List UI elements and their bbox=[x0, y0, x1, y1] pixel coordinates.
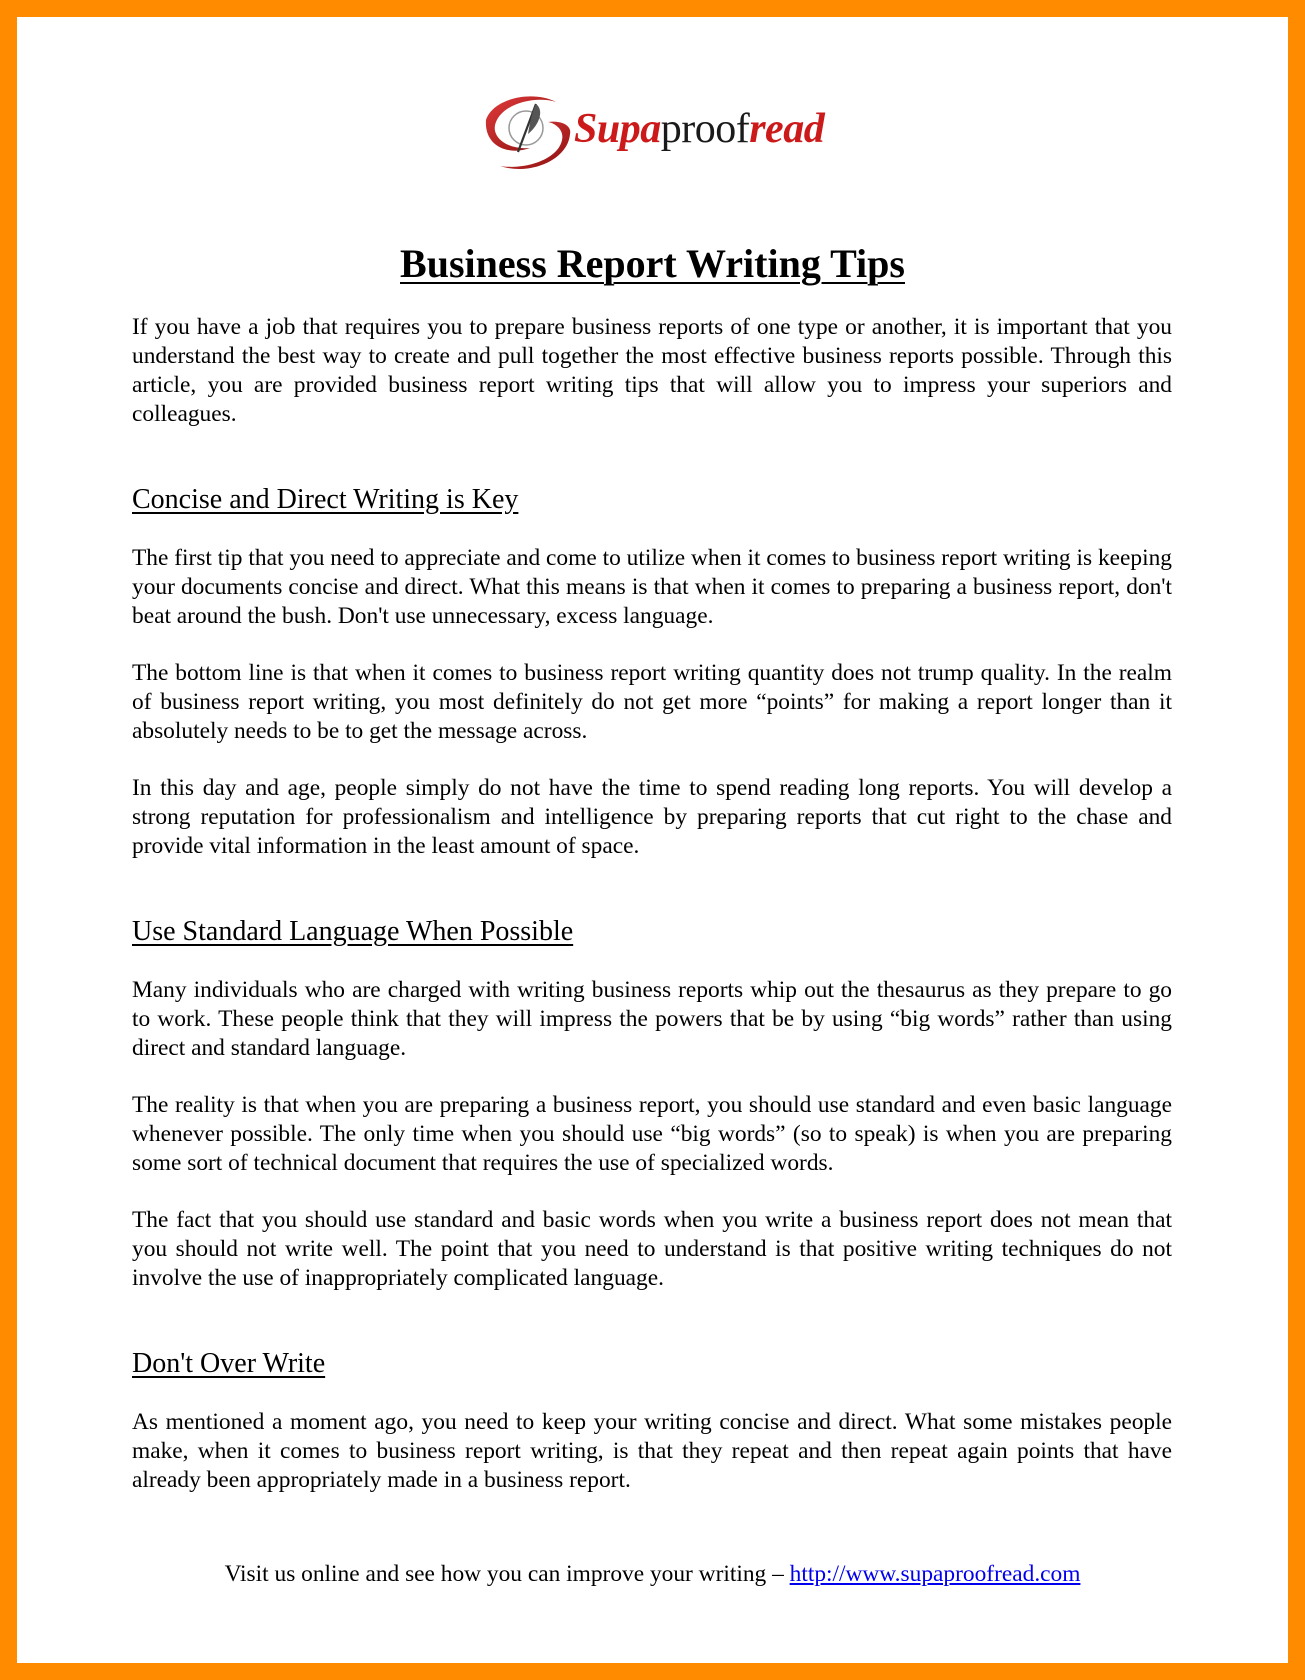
brand-wordmark-part: proof bbox=[660, 106, 750, 152]
body-paragraph: The first tip that you need to appreciate and come to utilize when it comes to business report writing is keeping your documents concise and direct. What this means is that when it comes to preparing a business report, don't beat around the bush. Don't use unnecessary, excess language. bbox=[132, 545, 1172, 629]
brand-wordmark-part: Supa bbox=[574, 106, 661, 152]
body-paragraph: The bottom line is that when it comes to business report writing quantity does not trump quality. In the realm of business report writing, you most definitely do not get more “points” for making a report longer than it absolutely needs to be to get the message across. bbox=[132, 660, 1172, 744]
body-paragraph: The reality is that when you are preparing a business report, you should use standard and even basic language whenever possible. The only time when you should use “big words” (so to speak) is when you are preparing some sort of technical document that requires the use of specialized words. bbox=[132, 1092, 1172, 1176]
section-heading: Don't Over Write bbox=[132, 1348, 326, 1379]
brand-wordmark-part: read bbox=[749, 106, 825, 152]
brand-logo bbox=[478, 90, 838, 180]
body-paragraph: Many individuals who are charged with writing business reports whip out the thesaurus as they prepare to go to work. These people think that they will impress the powers that be by using “big words” rather than using direct and standard language. bbox=[132, 977, 1172, 1061]
body-paragraph: As mentioned a moment ago, you need to keep your writing concise and direct. What some mistakes people make, when it comes to business report writing, is that they repeat and then repeat again points that have already been appropriately made in a business report. bbox=[132, 1409, 1172, 1493]
body-paragraph: The fact that you should use standard and basic words when you write a business report does not mean that you should not write well. The point that you need to understand is that positive writing techniques do not involve the use of inappropriately complicated language. bbox=[132, 1207, 1172, 1291]
section-heading: Use Standard Language When Possible bbox=[132, 916, 574, 947]
footer-text: Visit us online and see how you can improve your writing – bbox=[224, 1561, 790, 1587]
body-paragraph: In this day and age, people simply do not have the time to spend reading long reports. You will develop a strong reputation for professionalism and intelligence by preparing reports that cut right to the chase and provide vital information in the least amount of space. bbox=[132, 775, 1172, 859]
brand-wordmark bbox=[574, 108, 824, 150]
footer bbox=[0, 1560, 1305, 1589]
quill-swoosh-icon bbox=[478, 90, 578, 180]
website-link[interactable]: http://www.supaproofread.com bbox=[789, 1561, 1081, 1587]
document-title: Business Report Writing Tips bbox=[400, 241, 905, 286]
document-body bbox=[132, 313, 1172, 1523]
section-heading: Concise and Direct Writing is Key bbox=[132, 484, 519, 515]
intro-paragraph: If you have a job that requires you to prepare business reports of one type or another, it is important that you understand the best way to create and pull together the most effective business reports possible. Through this article, you are provided business report writing tips that will allow you to impress your superiors and colleagues. bbox=[132, 314, 1172, 427]
